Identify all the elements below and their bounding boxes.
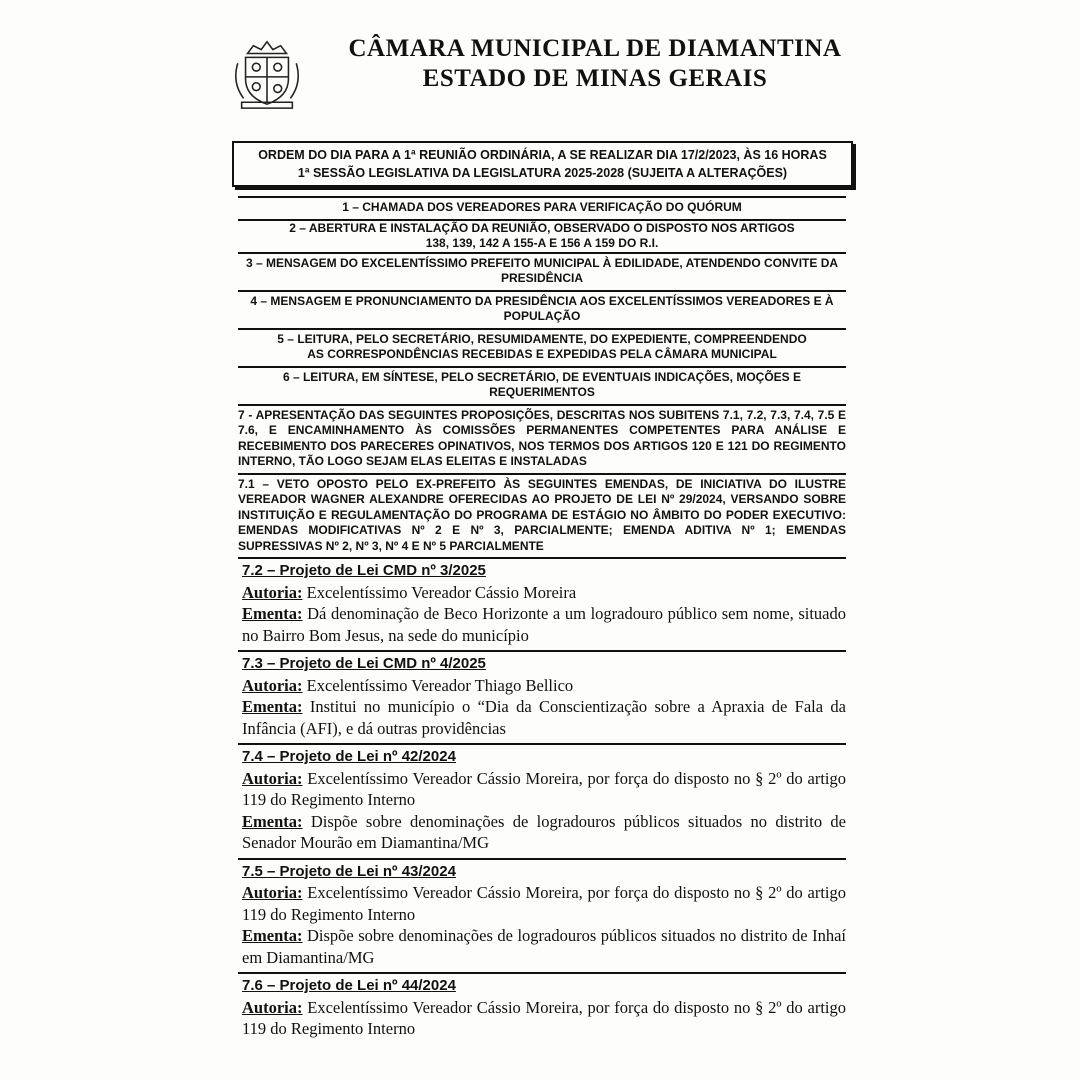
project-entry <box>238 860 846 975</box>
agenda-title-line-2: 1ª SESSÃO LEGISLATIVA DA LEGISLATURA 2025-2028 (SUJEITA A ALTERAÇÕES) <box>297 166 788 180</box>
autoria-value: Excelentíssimo Vereador Cássio Moreira, por força do disposto no § 2º do artigo 119 do Regimento Interno <box>242 768 846 809</box>
agenda-item: 7 - APRESENTAÇÃO DAS SEGUINTES PROPOSIÇÕES, DESCRITAS NOS SUBITENS 7.1, 7.2, 7.3, 7.4, 7.5 E 7.6, E ENCAMINHAMENTO ÀS COMISSÕES PERMANENTES COMPETENTES PARA ANÁLISE E RECEBIMENTO DOS PARECERES OPINATIVOS, NOS TERMOS DOS ARTIGOS 120 E 121 DO REGIMENTO INTERNO, TÃO LOGO SEJAM ELAS ELEITAS E INSTALADAS <box>238 406 846 475</box>
autoria-label: Autoria: <box>242 675 303 695</box>
agenda-item: 6 – LEITURA, EM SÍNTESE, PELO SECRETÁRIO, DE EVENTUAIS INDICAÇÕES, MOÇÕES E REQUERIMENTOS <box>238 368 846 406</box>
autoria-label: Autoria: <box>242 997 303 1017</box>
agenda-item: 7.1 – VETO OPOSTO PELO EX-PREFEITO ÀS SEGUINTES EMENDAS, DE INICIATIVA DO ILUSTRE VEREADOR WAGNER ALEXANDRE OFERECIDAS AO PROJETO DE LEI Nº 29/2024, VERSANDO SOBRE INSTITUIÇÃO E REGULAMENTAÇÃO DO PROGRAMA DE ESTÁGIO NO ÂMBITO DO PODER EXECUTIVO: EMENDAS MODIFICATIVAS Nº 2 E Nº 3, PARCIALMENTE; EMENDA ADITIVA Nº 1; EMENDAS SUPRESSIVAS Nº 2, Nº 3, Nº 4 E Nº 5 PARCIALMENTE <box>238 475 846 560</box>
agenda-item: 4 – MENSAGEM E PRONUNCIAMENTO DA PRESIDÊNCIA AOS EXCELENTÍSSIMOS VEREADORES E À POPULAÇÃO <box>238 292 846 330</box>
autoria-value: Excelentíssimo Vereador Cássio Moreira, por força do disposto no § 2º do artigo 119 do Regimento Interno <box>242 883 846 924</box>
agenda-item: 1 – CHAMADA DOS VEREADORES PARA VERIFICAÇÃO DO QUÓRUM <box>238 196 846 221</box>
municipal-coat-of-arms-icon <box>228 34 306 112</box>
project-title: 7.3 – Projeto de Lei CMD nº 4/2025 <box>242 655 486 672</box>
ementa-label: Ementa: <box>242 926 303 945</box>
project-autoria <box>242 882 846 925</box>
project-entry <box>238 559 846 652</box>
agenda-item: 3 – MENSAGEM DO EXCELENTÍSSIMO PREFEITO MUNICIPAL À EDILIDADE, ATENDENDO CONVITE DA PRESIDÊNCIA <box>238 254 846 292</box>
ementa-label: Ementa: <box>242 697 303 716</box>
project-title: 7.5 – Projeto de Lei nº 43/2024 <box>242 862 456 880</box>
autoria-value: Excelentíssimo Vereador Cássio Moreira, por força do disposto no § 2º do artigo 119 do Regimento Interno <box>242 997 846 1038</box>
letterhead <box>330 34 860 94</box>
ementa-label: Ementa: <box>242 604 303 623</box>
autoria-label: Autoria: <box>242 768 303 788</box>
ementa-value: Institui no município o “Dia da Conscientização sobre a Apraxia de Fala da Infância (AFI), e dá outras providências <box>242 697 846 738</box>
project-autoria <box>242 997 846 1040</box>
letterhead-line-1: CÂMARA MUNICIPAL DE DIAMANTINA <box>348 35 842 62</box>
autoria-label: Autoria: <box>242 582 303 602</box>
project-ementa <box>242 811 846 854</box>
autoria-value: Excelentíssimo Vereador Cássio Moreira <box>302 582 577 602</box>
project-ementa <box>242 603 846 646</box>
project-entry <box>238 974 846 1044</box>
project-entry <box>238 745 846 860</box>
agenda-item: 5 – LEITURA, PELO SECRETÁRIO, RESUMIDAMENTE, DO EXPEDIENTE, COMPREENDENDO AS CORRESPONDÊNCIAS RECEBIDAS E EXPEDIDAS PELA CÂMARA MUNICIPAL <box>238 330 846 368</box>
agenda-title-box <box>232 141 853 187</box>
autoria-label: Autoria: <box>242 883 303 902</box>
ementa-value: Dá denominação de Beco Horizonte a um logradouro público sem nome, situado no Bairro Bom Jesus, na sede do município <box>242 604 846 645</box>
ementa-value: Dispõe sobre denominações de logradouros públicos situados no distrito de Inhaí em Diamantina/MG <box>242 926 846 967</box>
agenda-title-line-1: ORDEM DO DIA PARA A 1ª REUNIÃO ORDINÁRIA, A SE REALIZAR DIA 17/2/2023, ÀS 16 HORAS <box>258 148 827 162</box>
autoria-value: Excelentíssimo Vereador Thiago Bellico <box>302 675 574 695</box>
project-title: 7.4 – Projeto de Lei nº 42/2024 <box>242 748 456 765</box>
project-ementa <box>242 925 846 968</box>
ementa-value: Dispõe sobre denominações de logradouros públicos situados no distrito de Senador Mourão em Diamantina/MG <box>242 811 846 852</box>
project-autoria <box>242 582 846 604</box>
project-entry <box>238 652 846 745</box>
project-autoria <box>242 768 846 811</box>
project-title: 7.6 – Projeto de Lei nº 44/2024 <box>242 977 456 994</box>
agenda-items <box>238 196 846 1044</box>
project-autoria <box>242 675 846 697</box>
project-ementa <box>242 696 846 739</box>
letterhead-line-2: ESTADO DE MINAS GERAIS <box>422 65 768 92</box>
project-title: 7.2 – Projeto de Lei CMD nº 3/2025 <box>242 562 486 579</box>
agenda-item: 2 – ABERTURA E INSTALAÇÃO DA REUNIÃO, OBSERVADO O DISPOSTO NOS ARTIGOS 138, 139, 142 A 155-A E 156 A 159 DO R.I. <box>238 221 846 254</box>
ementa-label: Ementa: <box>242 811 303 831</box>
